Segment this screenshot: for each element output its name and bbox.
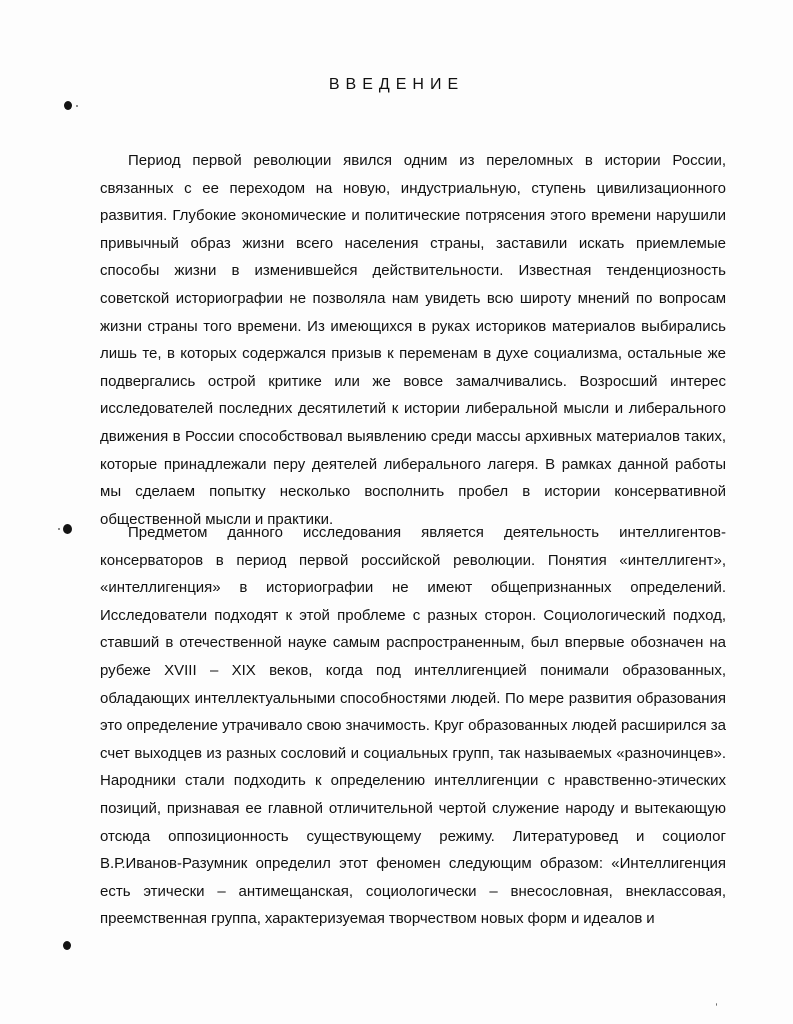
scan-speck	[76, 105, 78, 107]
binder-hole-mark-middle	[63, 524, 72, 534]
page-title: ВВЕДЕНИЕ	[328, 76, 465, 93]
paragraph-2: Предметом данного исследования является деятельность интеллигентов-консерваторов в период первой российской революции. Понятия «интеллигент», «интеллигенция» в историографии не имеют общепризнанных определений. Исследователи подходят к этой проблеме с разных сторон. Социологический подход, ставший в отечественной науке самым распространенным, был впервые обозначен на рубеже XVIII – XIX веков, когда под интеллигенцией понимали образованных, обладающих интеллектуальными способностями людей. По мере развития образования это определение утрачивало свою значимость. Круг образованных людей расширился за счет выходцев из разных сословий и социальных групп, так называемых «разночинцев». Народники стали подходить к определению интеллигенции с нравственно-этических позиций, признавая ее главной отличительной чертой служение народу и вытекающую отсюда оппозиционность существующему режиму. Литературовед и социолог В.Р.Иванов-Разумник определил этот феномен следующим образом: «Интеллигенция есть этически – антимещанская, социологически – внесословная, внеклассовая, преемственная группа, характеризуемая творчеством новых форм и идеалов и	[100, 524, 726, 928]
binder-hole-mark-top	[64, 101, 72, 110]
paragraph-1: Период первой революции явился одним из переломных в истории России, связанных с ее переходом на новую, индустриальную, ступень цивилизационного развития. Глубокие экономические и политические потрясения этого времени нарушили привычный образ жизни всего населения страны, заставили искать приемлемые способы жизни в изменившейся действительности. Известная тенденциозность советской историографии не позволяла нам увидеть всю широту мнений по вопросам жизни страны того времени. Из имеющихся в руках историков материалов выбирались лишь те, в которых содержался призыв к переменам в духе социализма, остальные же подвергались острой критике или же вовсе замалчивались. Возросший интерес исследователей последних десятилетий к истории либеральной мысли и либерального движения в России способствовал выявлению среди массы архивных материалов таких, которые принадлежали перу деятелей либерального лагеря. В рамках данной работы мы сделаем попытку несколько восполнить пробел в истории консервативной общественной мысли и практики.	[100, 152, 726, 528]
binder-hole-mark-bottom	[63, 941, 71, 950]
scan-speck	[58, 528, 60, 530]
scan-speck	[716, 1003, 717, 1006]
